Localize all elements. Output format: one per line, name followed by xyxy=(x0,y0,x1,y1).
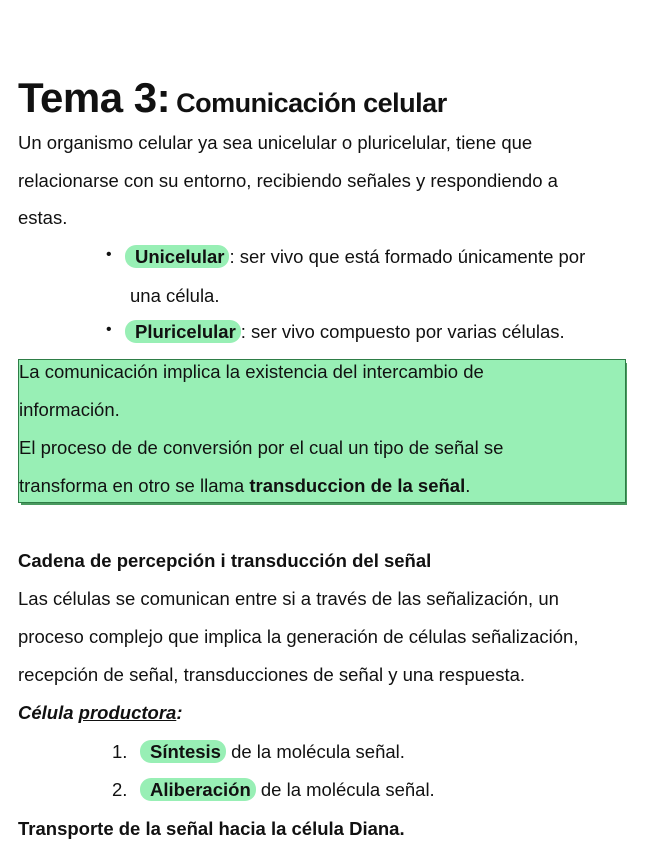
bullet-text: : ser vivo compuesto por varias células. xyxy=(240,321,565,342)
intro-line-1: Un organismo celular ya sea unicelular o pluricelular, tiene que xyxy=(18,132,533,153)
numbered-item-2 xyxy=(112,779,435,801)
item-text: de la molécula señal. xyxy=(225,741,405,762)
box-line-4 xyxy=(19,475,470,497)
highlight-term: Pluricelular xyxy=(125,320,241,343)
celula-colon: : xyxy=(176,702,183,723)
item-text: de la molécula señal. xyxy=(255,779,435,800)
box-line-4-text: transforma en otro se llama xyxy=(19,475,250,496)
celula-label-text: Célula xyxy=(18,702,79,723)
celula-underlined-text: productora xyxy=(78,702,177,723)
section-line-3: recepción de señal, transducciones de señal y una respuesta. xyxy=(18,664,526,685)
bullet-item-pluricelular xyxy=(106,321,565,343)
highlight-box xyxy=(18,359,626,503)
footer-heading: Transporte de la señal hacia la célula Diana. xyxy=(18,818,405,839)
title-tema: Tema 3: xyxy=(18,74,171,121)
box-line-4-end: . xyxy=(465,475,471,496)
item-number: 1. xyxy=(112,741,128,762)
numbered-item-1 xyxy=(112,741,405,763)
bullet-item-unicelular xyxy=(106,246,586,268)
highlight-term: Aliberación xyxy=(140,778,256,801)
section-line-1: Las células se comunican entre si a través de las señalización, un xyxy=(18,588,559,609)
title-subtitle: Comunicación celular xyxy=(176,88,447,118)
box-line-4-bold: transduccion de la señal xyxy=(249,475,466,496)
highlight-term: Unicelular xyxy=(125,245,229,268)
bullet-dot-icon: • xyxy=(106,246,112,263)
box-line-1: La comunicación implica la existencia del intercambio de xyxy=(19,361,484,382)
bullet-dot-icon: • xyxy=(106,321,112,338)
box-line-2: información. xyxy=(19,399,120,420)
celula-productora-label xyxy=(18,694,182,732)
intro-line-3: estas. xyxy=(18,207,68,228)
intro-line-2: relacionarse con su entorno, recibiendo señales y respondiendo a xyxy=(18,170,558,191)
highlight-term: Síntesis xyxy=(140,740,226,763)
bullet-text: : ser vivo que está formado únicamente por xyxy=(229,246,586,267)
box-line-3: El proceso de de conversión por el cual un tipo de señal se xyxy=(19,437,504,458)
page-title xyxy=(18,74,447,122)
item-number: 2. xyxy=(112,779,128,800)
bullet-item-continuation: una célula. xyxy=(130,285,220,306)
section-heading: Cadena de percepción i transducción del señal xyxy=(18,550,432,571)
section-line-2: proceso complejo que implica la generación de células señalización, xyxy=(18,626,579,647)
